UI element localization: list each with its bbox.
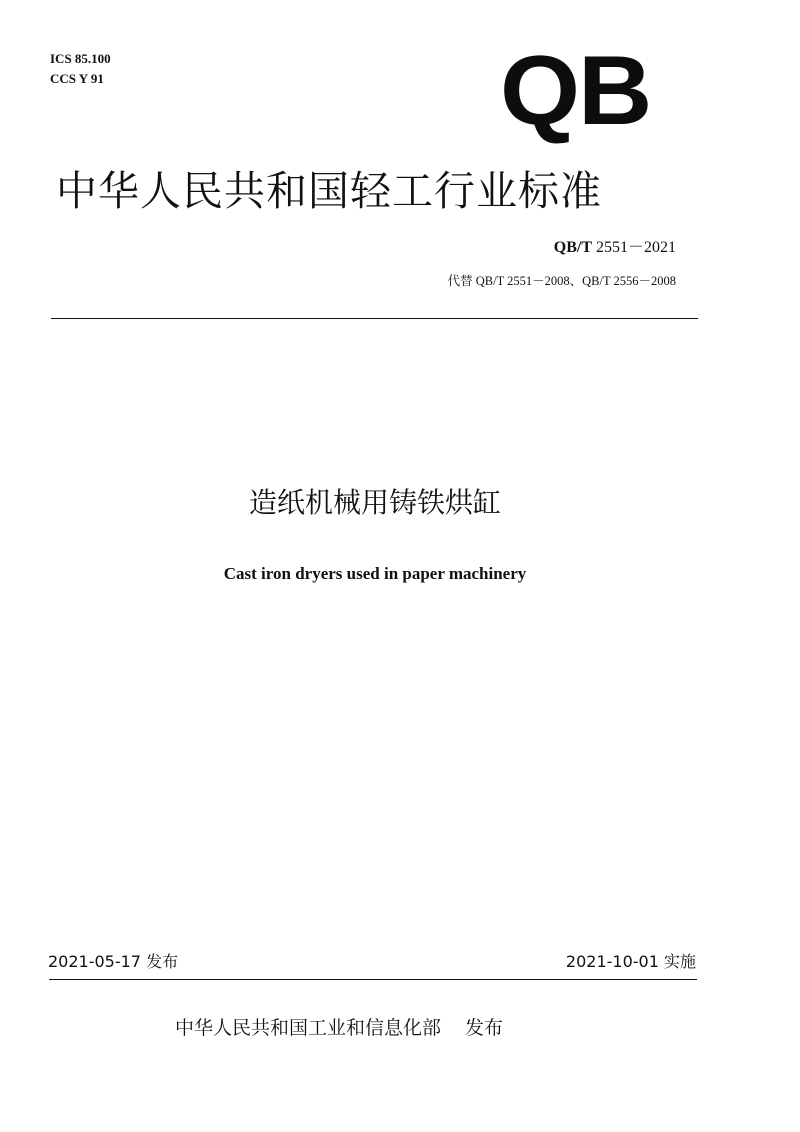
document-title-english: Cast iron dryers used in paper machinery (223, 564, 527, 583)
issuing-standard-category: 中华人民共和国轻工行业标准 (56, 167, 602, 215)
header-divider (51, 318, 698, 319)
standard-logo: QB (500, 35, 651, 145)
ccs-code: CCS Y 91 (50, 71, 104, 86)
footer-divider (49, 979, 697, 980)
publisher (175, 1013, 503, 1040)
publisher-action: 发布 (465, 1017, 504, 1039)
replaced-standards: 代替 QB/T 2551－2008、QB/T 2556－2008 (447, 274, 676, 288)
standard-code: QB/T (553, 239, 592, 256)
standard-number (554, 234, 676, 257)
document-title-chinese: 造纸机械用铸铁烘缸 (248, 486, 501, 519)
implementation-date: 2021-10-01 实施 (565, 952, 696, 971)
issue-date: 2021-05-17 发布 (48, 952, 179, 971)
standard-number-value: 2551－2021 (595, 239, 676, 256)
publisher-name: 中华人民共和国工业和信息化部 (175, 1017, 442, 1039)
ics-code: ICS 85.100 (50, 51, 111, 66)
